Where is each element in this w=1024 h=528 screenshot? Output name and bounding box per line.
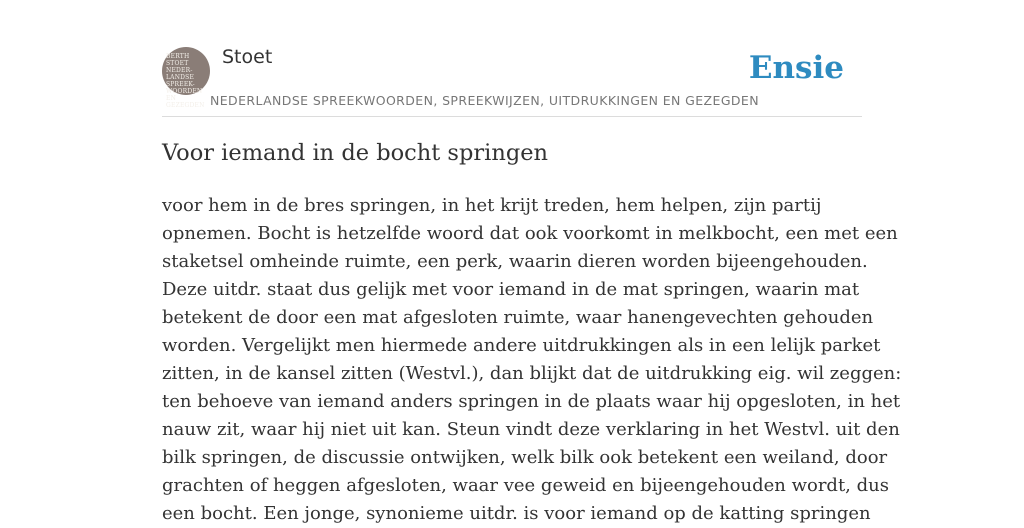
definition-line: worden. Vergelijkt men hiermede andere uitdrukkingen als in een lelijk parket (162, 335, 881, 356)
definition-line: zitten, in de kansel zitten (Westvl.), dan blijkt dat de uitdrukking eig. wil zeggen: (162, 363, 902, 384)
ensie-logo[interactable]: Ensie (748, 50, 844, 86)
definition-line: nauw zit, waar hij niet uit kan. Steun vindt deze verklaring in het Westvl. uit den (162, 419, 900, 440)
site-header (162, 0, 862, 117)
entry-title: Voor iemand in de bocht springen (162, 140, 549, 166)
definition-line: Deze uitdr. staat dus gelijk met voor iemand in de mat springen, waarin mat (162, 279, 860, 300)
avatar-book-cover-text: BERTH STOET NEDER- LANDSE SPREEK- WOORDEN EN GEZEGDEN (166, 53, 205, 109)
definition-line: ten behoeve van iemand anders springen in de plaats waar hij opgesloten, in het (162, 391, 901, 412)
author-avatar[interactable] (162, 47, 210, 109)
source-subtitle[interactable]: NEDERLANDSE SPREEKWOORDEN, SPREEKWIJZEN, UITDRUKKINGEN EN GEZEGDEN (210, 93, 759, 108)
entry-definition (162, 192, 902, 528)
definition-line: een bocht. Een jonge, synonieme uitdr. is voor iemand op de katting springen (162, 503, 871, 524)
definition-line: voor hem in de bres springen, in het krijt treden, hem helpen, zijn partij (162, 195, 822, 216)
definition-line: grachten of heggen afgesloten, waar vee geweid en bijeengehouden wordt, dus (162, 475, 889, 496)
definition-line: opnemen. Bocht is hetzelfde woord dat ook voorkomt in melkbocht, een met een (162, 223, 898, 244)
author-name[interactable]: Stoet (222, 46, 273, 68)
definition-line: staketsel omheinde ruimte, een perk, waarin dieren worden bijeengehouden. (162, 251, 868, 272)
definition-line: bilk springen, de discussie ontwijken, welk bilk ook betekent een weiland, door (162, 447, 888, 468)
definition-line: betekent de door een mat afgesloten ruimte, waar hanengevechten gehouden (162, 307, 874, 328)
